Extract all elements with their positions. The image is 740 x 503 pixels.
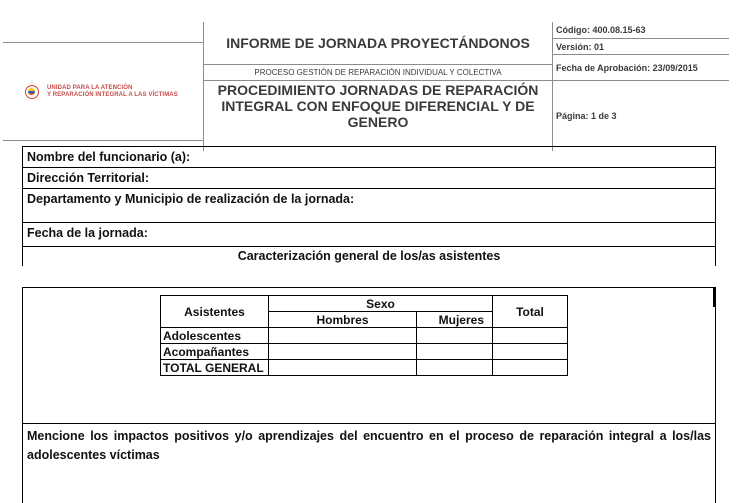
report-title: INFORME DE JORNADA PROYECTÁNDONOS xyxy=(203,22,552,65)
positive-impacts-question[interactable]: Mencione los impactos positivos y/o aprendizajes del encuentro en el proceso de reparación integral a los/las adolescentes víctimas xyxy=(22,423,716,503)
approval-date: Fecha de Aprobación: 23/09/2015 xyxy=(552,55,729,81)
section-title: Caracterización general de los/as asistentes xyxy=(22,246,716,266)
women-cell[interactable] xyxy=(417,344,493,360)
row-label: Acompañantes xyxy=(161,344,269,360)
territorial-field[interactable]: Dirección Territorial: xyxy=(22,167,716,188)
men-cell[interactable] xyxy=(269,328,417,344)
row-label: TOTAL GENERAL xyxy=(161,360,269,376)
header-total: Total xyxy=(493,296,568,328)
table-row xyxy=(161,344,568,360)
report-form xyxy=(22,146,716,266)
total-cell[interactable] xyxy=(493,344,568,360)
header-attendees: Asistentes xyxy=(161,296,269,328)
coat-of-arms-icon xyxy=(25,85,39,99)
official-name-field[interactable]: Nombre del funcionario (a): xyxy=(22,146,716,167)
process-name: PROCESO GESTIÓN DE REPARACIÓN INDIVIDUAL Y COLECTIVA xyxy=(203,65,552,81)
procedure-name: PROCEDIMIENTO JORNADAS DE REPARACIÓN INTEGRAL CON ENFOQUE DIFERENCIAL Y DE GENERO xyxy=(203,81,552,151)
women-cell[interactable] xyxy=(417,360,493,376)
text-cursor xyxy=(713,287,715,307)
table-row xyxy=(161,328,568,344)
header-women: Mujeres xyxy=(417,312,493,328)
header-sex: Sexo xyxy=(269,296,493,312)
men-cell[interactable] xyxy=(269,344,417,360)
document-header xyxy=(3,22,729,151)
total-cell[interactable] xyxy=(493,360,568,376)
men-cell[interactable] xyxy=(269,360,417,376)
row-label: Adolescentes xyxy=(161,328,269,344)
document-code: Código: 400.08.15-63 xyxy=(552,22,729,39)
total-cell[interactable] xyxy=(493,328,568,344)
location-field[interactable]: Departamento y Municipio de realización de la jornada: xyxy=(22,188,716,222)
document-version: Versión: 01 xyxy=(552,39,729,55)
attendees-table xyxy=(160,295,568,376)
women-cell[interactable] xyxy=(417,328,493,344)
logo-area xyxy=(3,42,203,141)
organization-logo-text: UNIDAD PARA LA ATENCIÓN Y REPARACIÓN INTEGRAL A LAS VÍCTIMAS xyxy=(47,84,178,98)
date-field[interactable]: Fecha de la jornada: xyxy=(22,222,716,246)
header-men: Hombres xyxy=(269,312,417,328)
table-row xyxy=(161,360,568,376)
attendees-section xyxy=(22,287,716,423)
page-number: Página: 1 de 3 xyxy=(552,81,729,151)
table-header-row xyxy=(161,296,568,312)
